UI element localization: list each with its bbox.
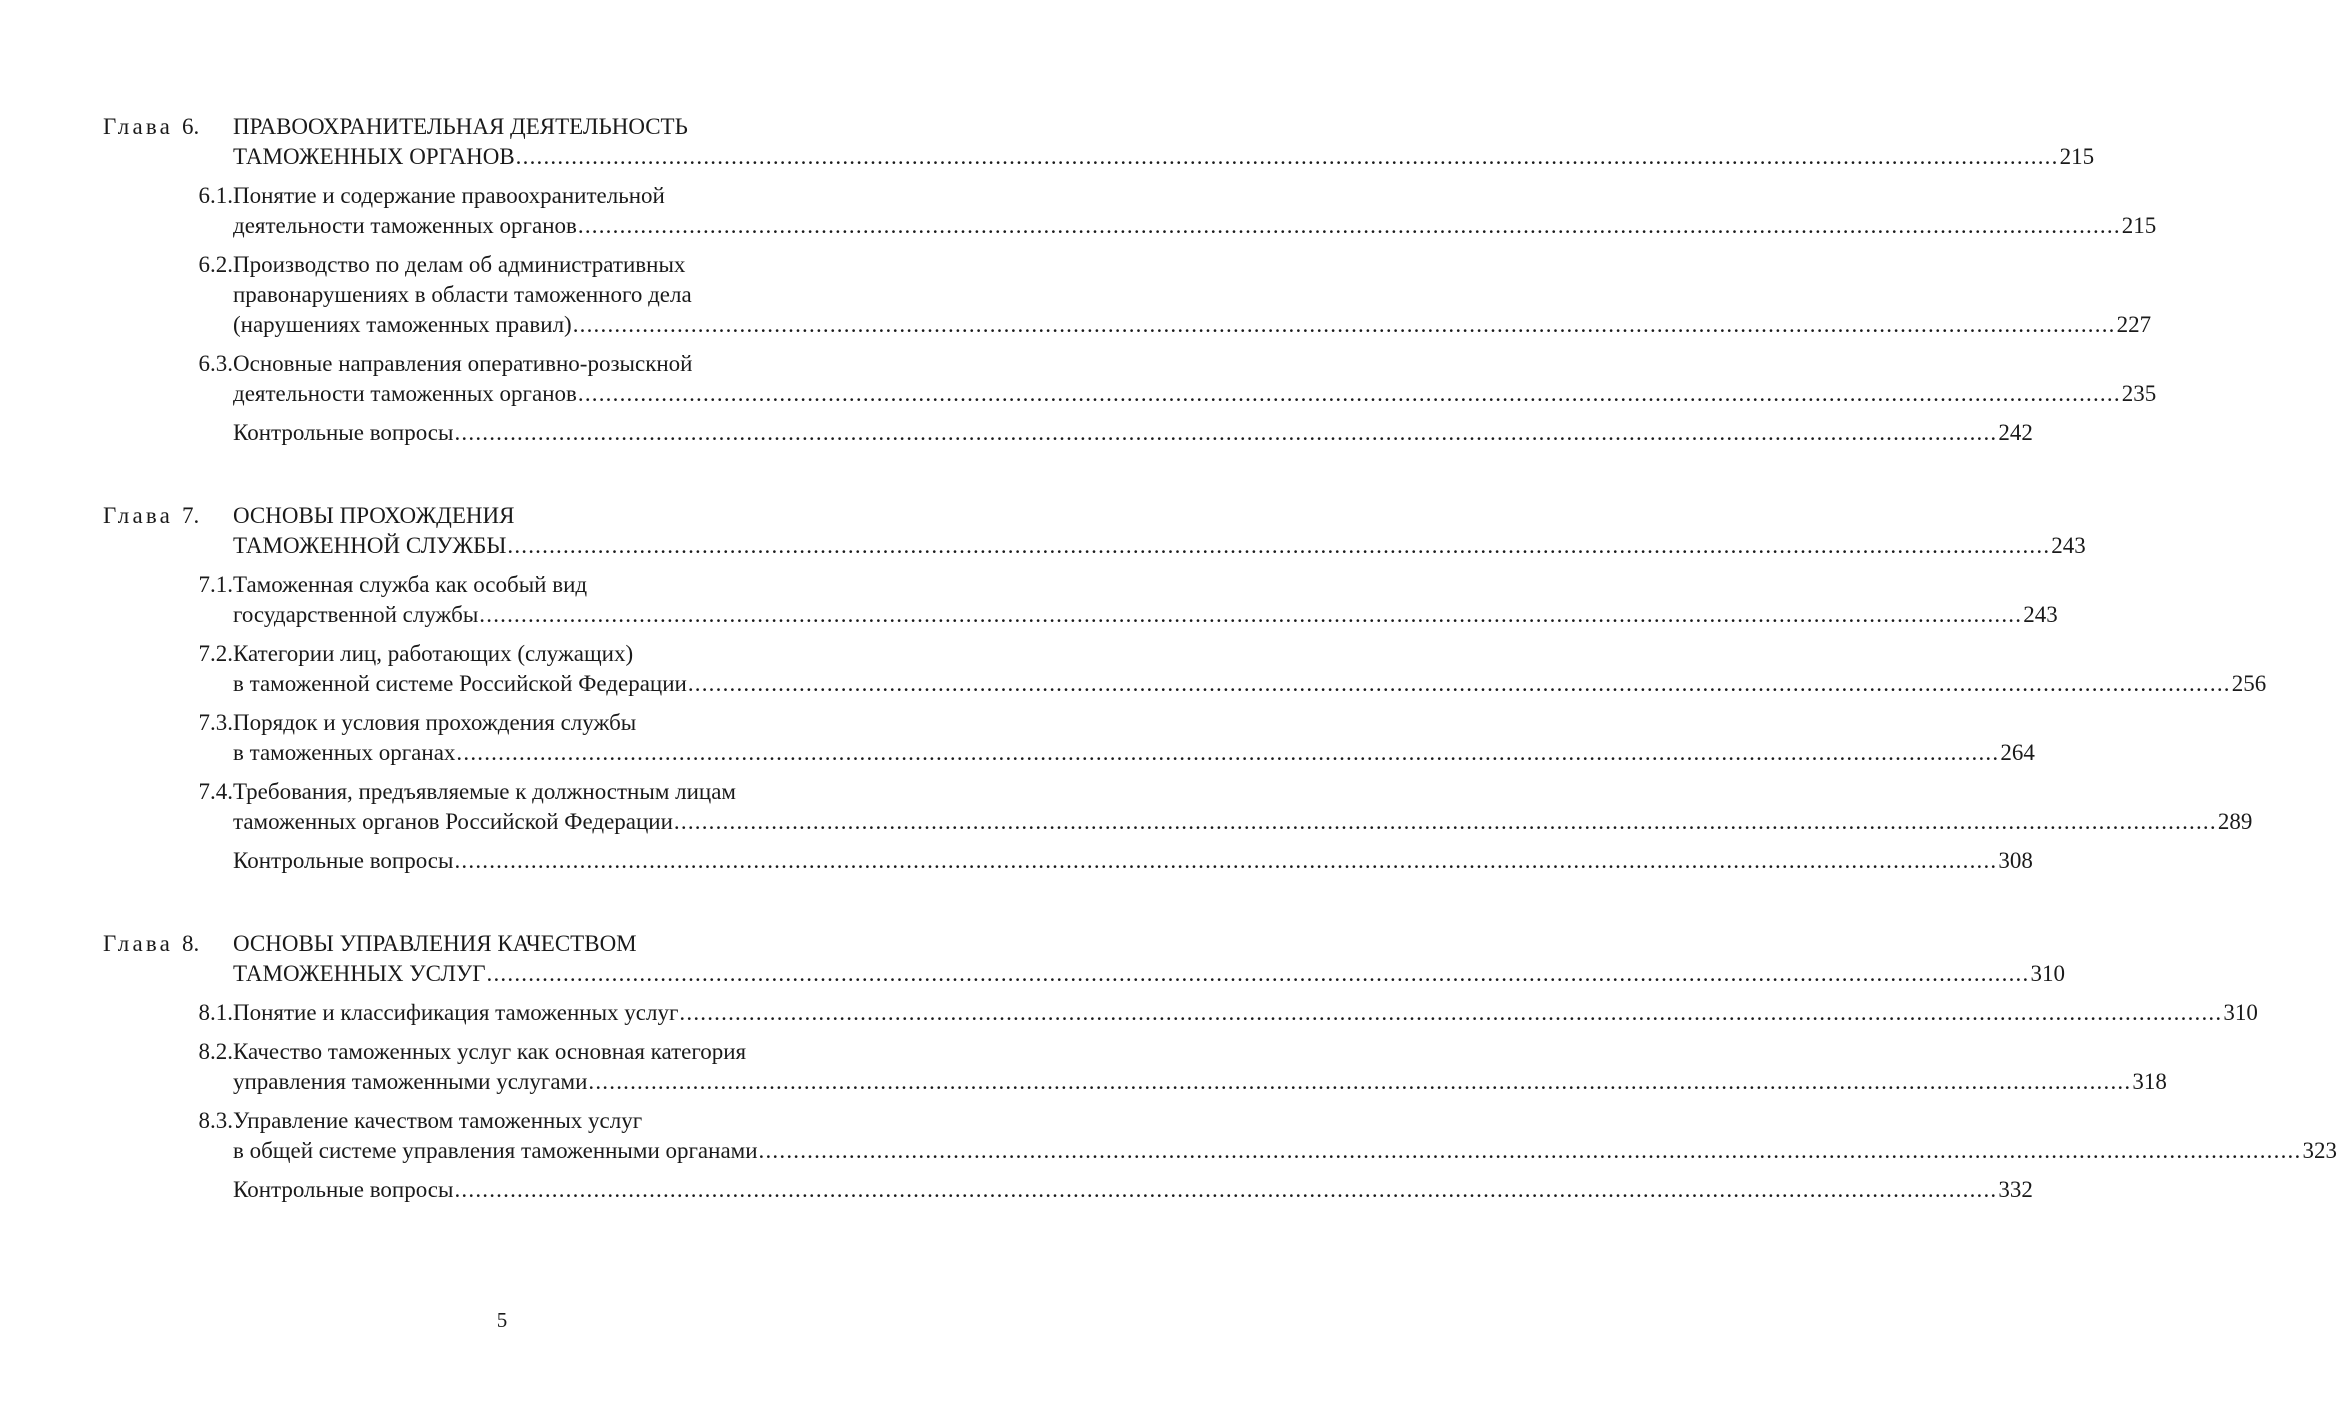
page-ref: 243 bbox=[2023, 602, 2058, 627]
page-number: 5 bbox=[496, 1308, 508, 1332]
dot-leader bbox=[573, 310, 2116, 340]
section-title-line: Категории лиц, работающих (служащих) bbox=[233, 641, 634, 666]
chapter-word: Глава bbox=[103, 114, 174, 139]
chapter-word: Глава bbox=[103, 931, 174, 956]
page-ref: 227 bbox=[2116, 312, 2152, 337]
section-number: 6.3. bbox=[198, 351, 233, 376]
dot-leader bbox=[454, 1175, 1997, 1205]
chapter-title-line: ОСНОВЫ ПРОХОЖДЕНИЯ bbox=[233, 503, 515, 528]
page-ref: 264 bbox=[2000, 740, 2035, 765]
section-entry[interactable] bbox=[103, 181, 2157, 241]
dot-leader bbox=[479, 600, 2022, 630]
dot-leader bbox=[578, 379, 2121, 409]
dot-leader bbox=[456, 738, 1999, 768]
page-ref: 308 bbox=[1998, 848, 2033, 873]
section-number: 7.2. bbox=[198, 641, 233, 666]
chapter-8 bbox=[103, 929, 2337, 1205]
chapter-title-last-line: ТАМОЖЕННЫХ УСЛУГ bbox=[233, 961, 486, 986]
page-ref: 243 bbox=[2051, 533, 2086, 558]
chapter-title-line: ПРАВООХРАНИТЕЛЬНАЯ ДЕЯТЕЛЬНОСТЬ bbox=[233, 114, 688, 139]
chapter-label bbox=[103, 112, 233, 142]
dot-leader bbox=[454, 418, 1997, 448]
dot-leader bbox=[588, 1067, 2131, 1097]
section-title-last-line: управления таможенными услугами bbox=[233, 1069, 588, 1094]
chapter-7 bbox=[103, 501, 2267, 876]
section-number: 8.2. bbox=[198, 1039, 233, 1064]
review-questions-entry[interactable] bbox=[103, 1175, 2033, 1205]
section-title-last-line: Контрольные вопросы bbox=[233, 420, 454, 445]
chapter-label bbox=[103, 929, 233, 959]
section-title-last-line: деятельности таможенных органов bbox=[233, 213, 577, 238]
chapter-title-last-line: ТАМОЖЕННОЙ СЛУЖБЫ bbox=[233, 533, 507, 558]
section-number: 6.1. bbox=[198, 183, 233, 208]
page-ref: 215 bbox=[2121, 213, 2157, 238]
chapter-label bbox=[103, 501, 233, 531]
chapter-heading[interactable] bbox=[103, 501, 2086, 561]
dot-leader bbox=[454, 846, 1997, 876]
section-number: 7.1. bbox=[198, 572, 233, 597]
page-ref: 235 bbox=[2121, 381, 2157, 406]
section-title-last-line: Понятие и классификация таможенных услуг bbox=[233, 1000, 679, 1025]
section-entry[interactable] bbox=[103, 570, 2058, 630]
page-ref: 289 bbox=[2217, 809, 2253, 834]
section-entry[interactable] bbox=[103, 639, 2267, 699]
page-ref: 318 bbox=[2132, 1069, 2167, 1094]
dot-leader bbox=[759, 1136, 2302, 1166]
section-title-line: Основные направления оперативно-розыскной bbox=[233, 351, 693, 376]
chapter-number: 7. bbox=[181, 503, 200, 528]
page-ref: 323 bbox=[2302, 1138, 2337, 1163]
section-title-line: Производство по делам об административных bbox=[233, 252, 686, 277]
section-entry[interactable] bbox=[103, 1106, 2337, 1166]
section-title-line: Таможенная служба как особый вид bbox=[233, 572, 588, 597]
chapter-heading[interactable] bbox=[103, 112, 2095, 172]
section-title-last-line: таможенных органов Российской Федерации bbox=[233, 809, 673, 834]
page-ref: 242 bbox=[1998, 420, 2033, 445]
dot-leader bbox=[516, 142, 2059, 172]
dot-leader bbox=[487, 959, 2030, 989]
section-title-last-line: деятельности таможенных органов bbox=[233, 381, 577, 406]
section-title-line: Понятие и содержание правоохранительной bbox=[233, 183, 665, 208]
section-title-line: Требования, предъявляемые к должностным лицам bbox=[233, 779, 736, 804]
section-entry[interactable] bbox=[103, 1037, 2167, 1097]
section-title-last-line: в общей системе управления таможенными органами bbox=[233, 1138, 758, 1163]
section-number: 8.3. bbox=[198, 1108, 233, 1133]
dot-leader bbox=[674, 807, 2217, 837]
section-title-last-line: (нарушениях таможенных правил) bbox=[233, 312, 572, 337]
chapter-title-line: ОСНОВЫ УПРАВЛЕНИЯ КАЧЕСТВОМ bbox=[233, 931, 637, 956]
chapter-heading[interactable] bbox=[103, 929, 2065, 989]
chapter-title-last-line: ТАМОЖЕННЫХ ОРГАНОВ bbox=[233, 144, 515, 169]
section-entry[interactable] bbox=[103, 250, 2152, 340]
review-questions-entry[interactable] bbox=[103, 846, 2033, 876]
review-questions-entry[interactable] bbox=[103, 418, 2033, 448]
section-entry[interactable] bbox=[103, 777, 2253, 837]
section-entry[interactable] bbox=[103, 708, 2035, 768]
dot-leader bbox=[688, 669, 2231, 699]
section-title-line: Порядок и условия прохождения службы bbox=[233, 710, 637, 735]
dot-leader bbox=[578, 211, 2121, 241]
section-title-last-line: в таможенной системе Российской Федерации bbox=[233, 671, 687, 696]
section-title-line: Управление качеством таможенных услуг bbox=[233, 1108, 643, 1133]
section-number: 8.1. bbox=[198, 1000, 233, 1025]
section-number: 7.3. bbox=[198, 710, 233, 735]
page-ref: 332 bbox=[1998, 1177, 2033, 1202]
chapter-number: 8. bbox=[181, 931, 200, 956]
section-number: 6.2. bbox=[198, 252, 233, 277]
section-title-last-line: государственной службы bbox=[233, 602, 479, 627]
page-ref: 256 bbox=[2231, 671, 2267, 696]
section-number: 7.4. bbox=[198, 779, 233, 804]
dot-leader bbox=[507, 531, 2050, 561]
section-title-line: Качество таможенных услуг как основная категория bbox=[233, 1039, 747, 1064]
table-of-contents bbox=[103, 112, 2337, 1258]
chapter-number: 6. bbox=[181, 114, 200, 139]
section-title-last-line: Контрольные вопросы bbox=[233, 848, 454, 873]
section-title-last-line: в таможенных органах bbox=[233, 740, 456, 765]
section-entry[interactable] bbox=[103, 998, 2258, 1028]
section-entry[interactable] bbox=[103, 349, 2157, 409]
chapter-6 bbox=[103, 112, 2157, 448]
page-ref: 310 bbox=[2223, 1000, 2258, 1025]
section-title-last-line: Контрольные вопросы bbox=[233, 1177, 454, 1202]
chapter-word: Глава bbox=[103, 503, 174, 528]
dot-leader bbox=[679, 998, 2222, 1028]
page-ref: 310 bbox=[2030, 961, 2065, 986]
page-ref: 215 bbox=[2059, 144, 2095, 169]
section-title-line: правонарушениях в области таможенного дела bbox=[233, 282, 692, 307]
